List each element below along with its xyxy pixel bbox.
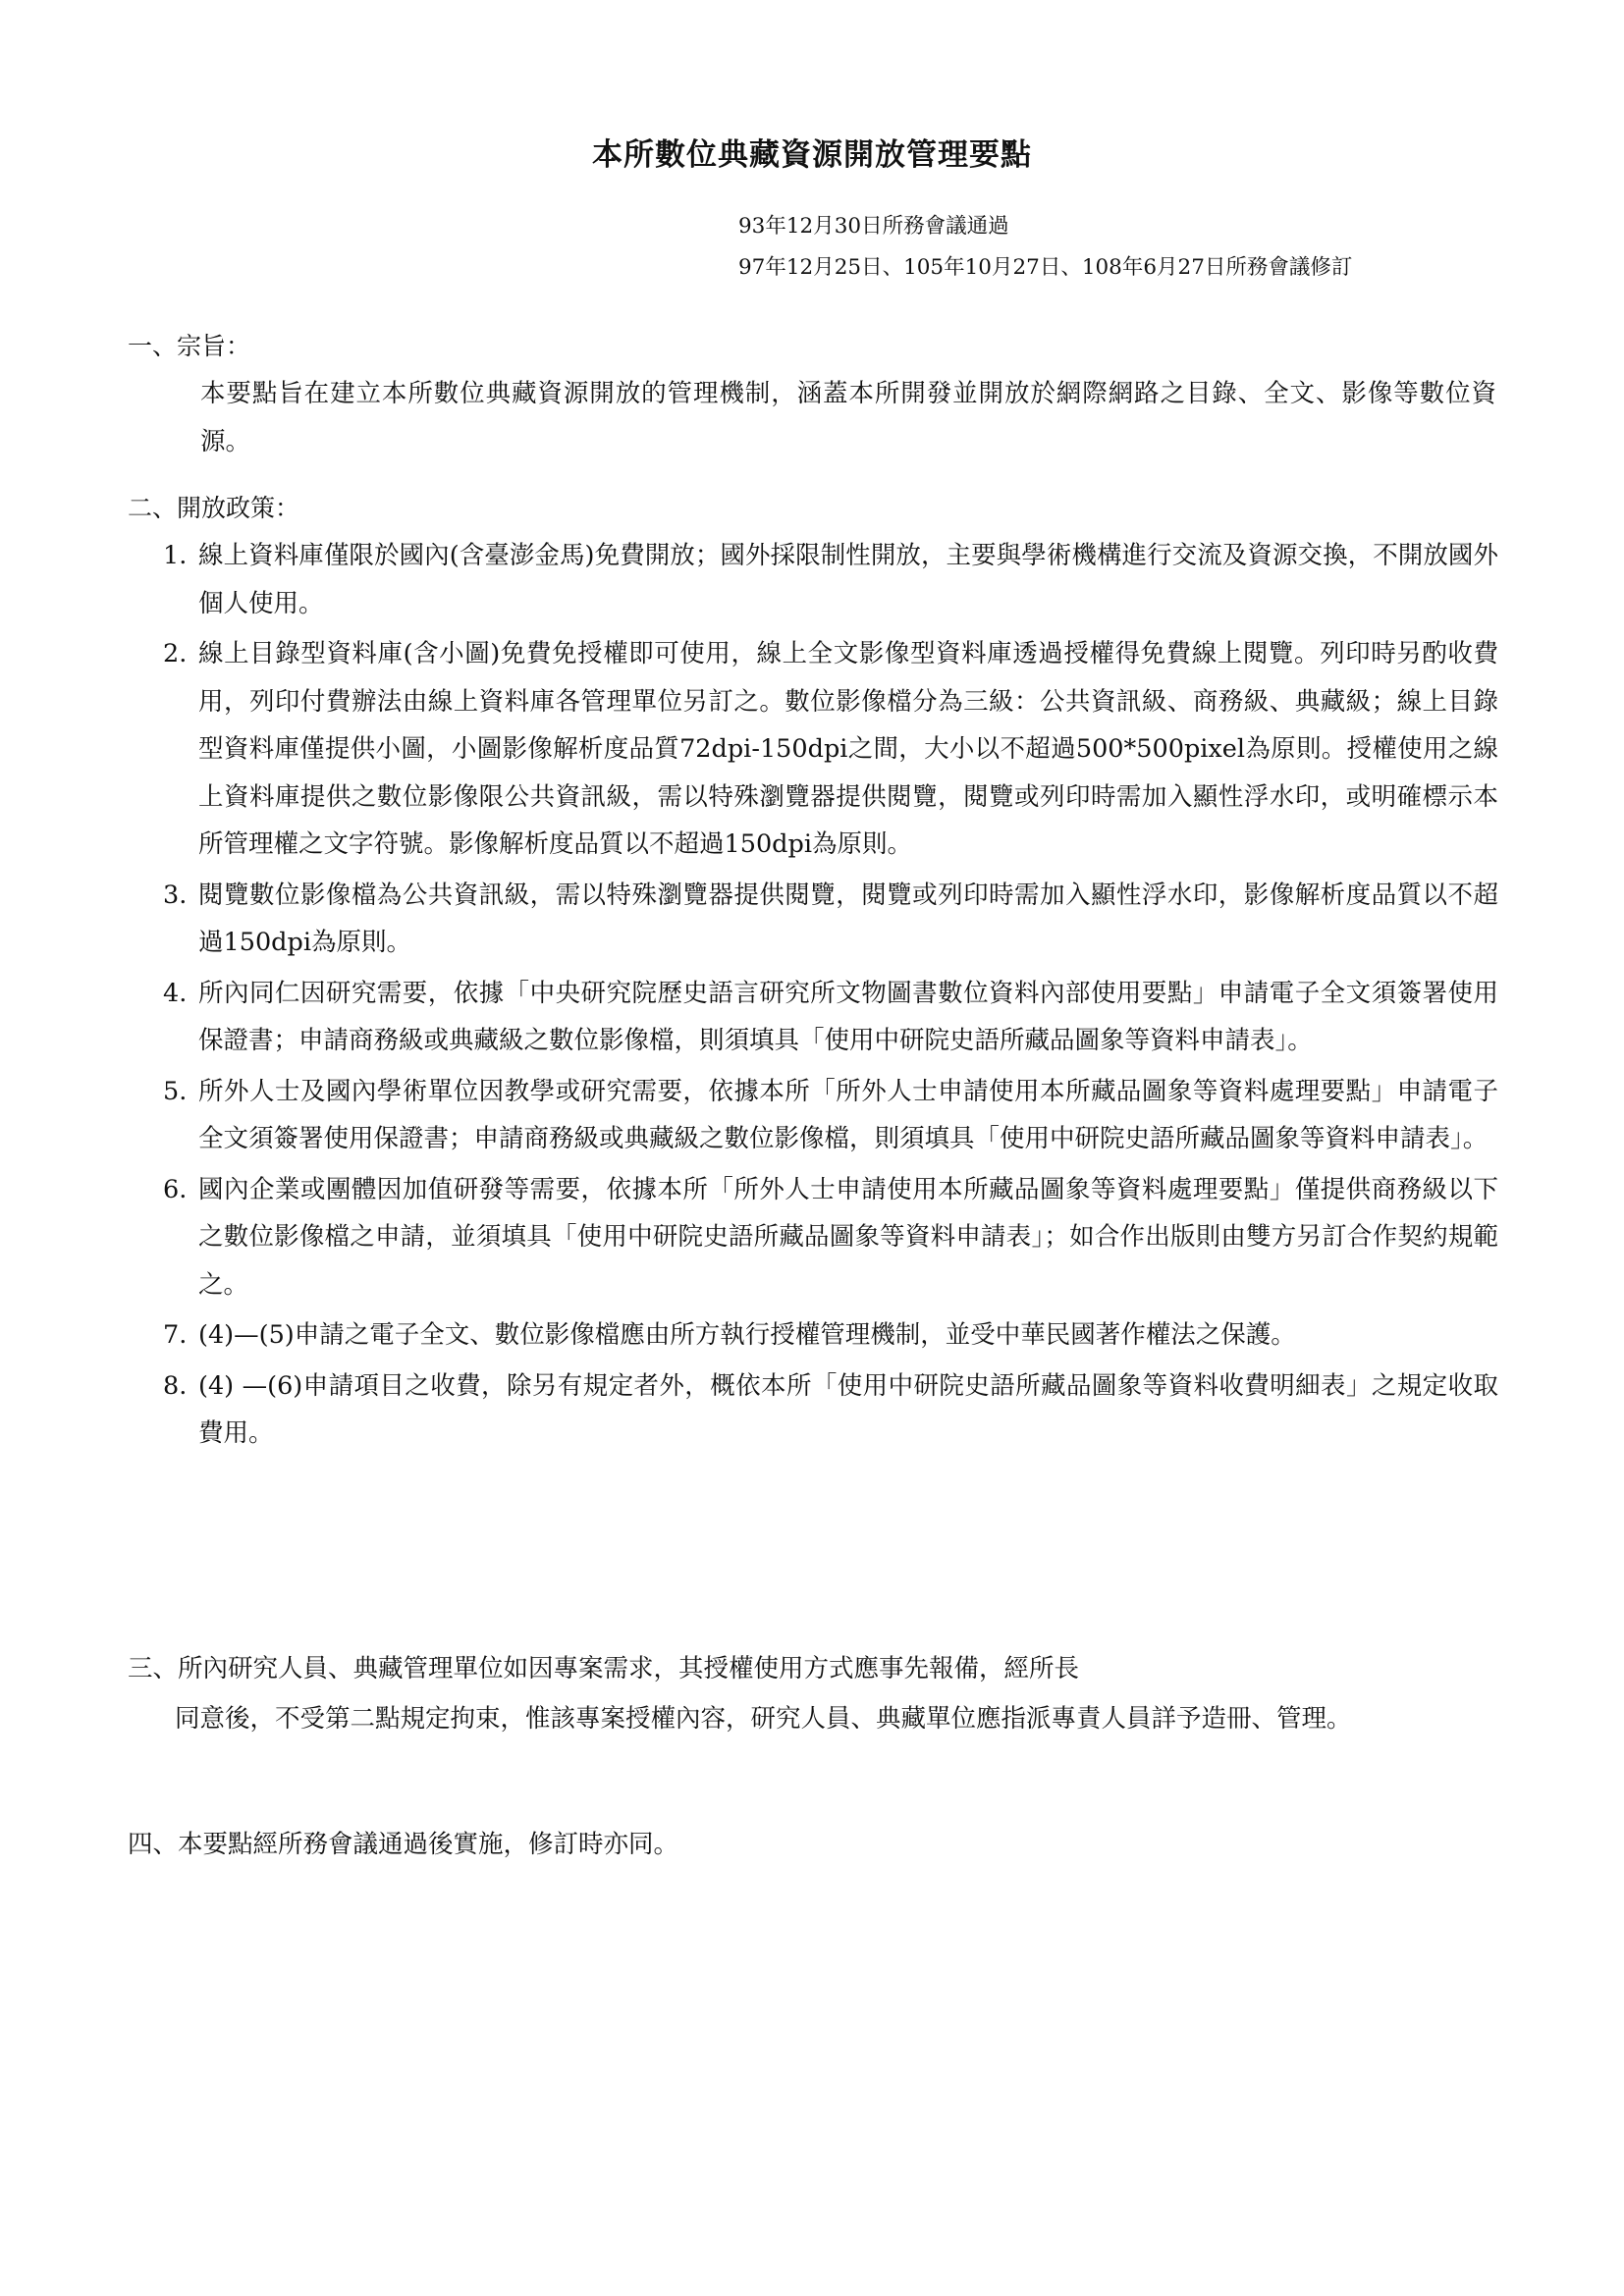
policy-item (163, 1068, 1498, 1163)
section-special-projects-lead: 三、所內研究人員、典藏管理單位如因專案需求，其授權使用方式應事先報備，經所長 (128, 1654, 1080, 1683)
section-purpose-heading: 一、宗旨： (128, 332, 251, 360)
policy-item (163, 1311, 1498, 1360)
revision-date-line: 97年12月25日、105年10月27日、108年6月27日所務會議修訂 (738, 255, 1353, 280)
policy-item-text: 閱覽數位影像檔為公共資訊級，需以特殊瀏覽器提供閱覽，閱覽或列印時需加入顯性浮水印，影像解析度品質以不超過150dpi為原則。 (198, 880, 1498, 957)
policy-item (163, 532, 1498, 627)
approval-date-line: 93年12月30日所務會議通過 (738, 214, 1009, 239)
policy-item-number: 4. (163, 978, 188, 1008)
policy-item-number: 7. (163, 1320, 188, 1350)
policy-item-number: 8. (163, 1370, 188, 1401)
section-enactment: 四、本要點經所務會議通過後實施，修訂時亦同。 (128, 1830, 679, 1859)
policy-item-number: 2. (163, 639, 188, 668)
policy-item-text: (4) —(6)申請項目之收費，除另有規定者外，概依本所「使用中研院史語所藏品圖象等資料收費明細表」之規定收取費用。 (198, 1370, 1498, 1448)
policy-item-number: 1. (163, 541, 188, 570)
policy-item (163, 872, 1498, 967)
policy-item-text: (4)—(5)申請之電子全文、數位影像檔應由所方執行授權管理機制，並受中華民國著作權法之保護。 (198, 1320, 1296, 1350)
policy-item-text: 線上目錄型資料庫(含小圖)免費免授權即可使用，線上全文影像型資料庫透過授權得免費線上閱覽。列印時另酌收費用，列印付費辦法由線上資料庫各管理單位另訂之。數位影像檔分為三級：公共資訊級、商務級、典藏級；線上目錄型資料庫僅提供小圖，小圖影像解析度品質72dpi-150dpi之間，大小以不超過500*500pixel為原則。授權使用之線上資料庫提供之數位影像限公共資訊級，需以特殊瀏覽器提供閱覽，閱覽或列印時需加入顯性浮水印，或明確標示本所管理權之文字符號。影像解析度品質以不超過150dpi為原則。 (198, 639, 1498, 859)
approval-dates (738, 206, 1352, 289)
policy-item (163, 970, 1498, 1065)
policy-item (163, 630, 1498, 869)
document-title: 本所數位典藏資源開放管理要點 (592, 137, 1032, 173)
policy-item (163, 1166, 1498, 1309)
policy-item-number: 5. (163, 1076, 188, 1106)
section-special-projects (128, 1644, 1365, 1744)
section-special-projects-continuation: 同意後，不受第二點規定拘束，惟該專案授權內容，研究人員、典藏單位應指派專責人員詳予造冊、管理。 (175, 1704, 1352, 1734)
policy-item (163, 1362, 1498, 1458)
policy-item-text: 所內同仁因研究需要，依據「中央研究院歷史語言研究所文物圖書數位資料內部使用要點」申請電子全文須簽署使用保證書；申請商務級或典藏級之數位影像檔，則須填具「使用中研院史語所藏品圖象等資料申請表」。 (198, 978, 1498, 1055)
policy-item-text: 所外人士及國內學術單位因教學或研究需要，依據本所「所外人士申請使用本所藏品圖象等資料處理要點」申請電子全文須簽署使用保證書；申請商務級或典藏級之數位影像檔，則須填具「使用中研院史語所藏品圖象等資料申請表」。 (198, 1076, 1498, 1153)
policy-item-text: 國內企業或團體因加值研發等需要，依據本所「所外人士申請使用本所藏品圖象等資料處理要點」僅提供商務級以下之數位影像檔之申請，並須填具「使用中研院史語所藏品圖象等資料申請表」；如合作出版則由雙方另訂合作契約規範之。 (198, 1174, 1498, 1300)
policy-item-number: 3. (163, 880, 188, 910)
section-policy-heading: 二、開放政策： (128, 494, 300, 522)
policy-item-number: 6. (163, 1174, 188, 1204)
policy-item-text: 線上資料庫僅限於國內(含臺澎金馬)免費開放；國外採限制性開放，主要與學術機構進行交流及資源交換，不開放國外個人使用。 (198, 541, 1498, 618)
section-purpose-body: 本要點旨在建立本所數位典藏資源開放的管理機制，涵蓋本所開發並開放於網際網路之目錄、全文、影像等數位資源。 (200, 379, 1496, 456)
policy-list (163, 532, 1498, 1461)
